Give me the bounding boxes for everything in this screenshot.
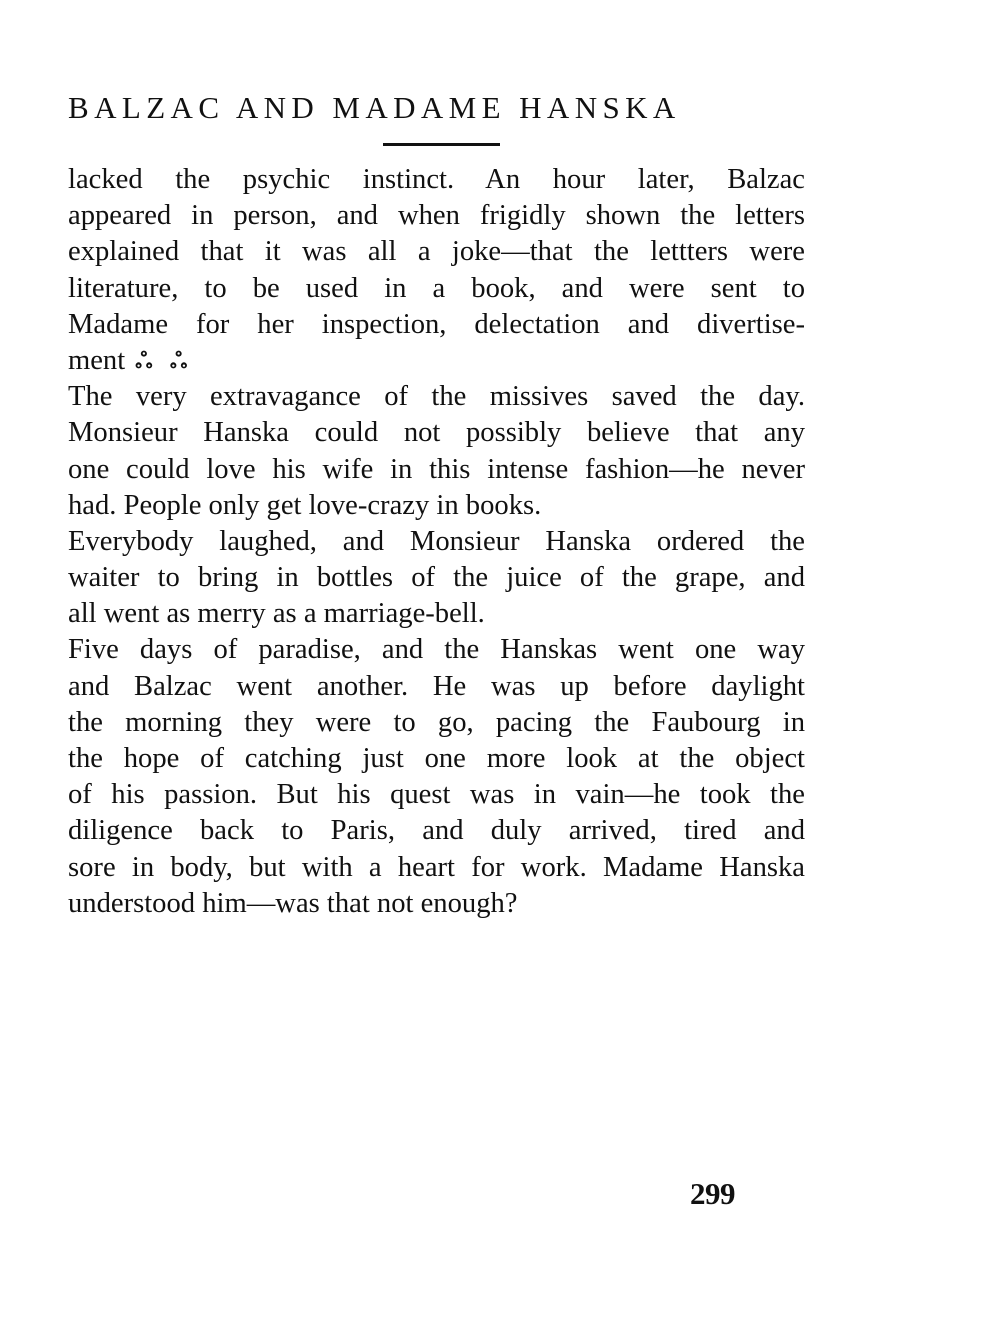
body-text: [68, 162, 805, 922]
text-line: of his passion. But his quest was in vain—he took the: [68, 779, 805, 811]
text-line: sore in body, but with a heart for work. Madame Hanska: [68, 851, 805, 883]
text-line: all went as merry as a marriage-bell.: [68, 598, 485, 630]
text-line: the hope of catching just one more look at the object: [68, 743, 805, 774]
text-line: the morning they were to go, pacing the Faubourg in: [68, 706, 805, 738]
head-rule: [383, 143, 500, 146]
text-line: lacked the psychic instinct. An hour later, Balzac: [68, 164, 805, 195]
text-line: Madame for her inspection, delectation and divertise-: [68, 308, 805, 340]
text-line: diligence back to Paris, and duly arrived, tired and: [68, 815, 805, 847]
text-line-end: ment: [68, 344, 126, 376]
text-line: Five days of paradise, and the Hanskas went one way: [68, 634, 805, 666]
text-line: appeared in person, and when frigidly shown the letters: [68, 200, 805, 232]
running-head: BALZAC AND MADAME HANSKA: [68, 90, 681, 125]
text-line: Everybody laughed, and Monsieur Hanska ordered the: [68, 525, 805, 557]
text-line: and Balzac went another. He was up before daylight: [68, 670, 805, 702]
text-line-with-ornament: [68, 343, 805, 379]
text-line: literature, to be used in a book, and were sent to: [68, 272, 805, 304]
text-line: one could love his wife in this intense fashion—he never: [68, 453, 805, 485]
text-line: understood him—was that not enough?: [68, 887, 518, 919]
text-line: explained that it was all a joke—that the lettters were: [68, 236, 805, 268]
text-line: waiter to bring in bottles of the juice of the grape, and: [68, 562, 805, 594]
page-number: 299: [690, 1176, 735, 1211]
text-line: The very extravagance of the missives saved the day.: [68, 381, 805, 413]
text-line: had. People only get love-crazy in books.: [68, 489, 542, 521]
text-line: Monsieur Hanska could not possibly believe that any: [68, 417, 805, 449]
ornament-icon: ஃ ஃ: [135, 347, 194, 373]
